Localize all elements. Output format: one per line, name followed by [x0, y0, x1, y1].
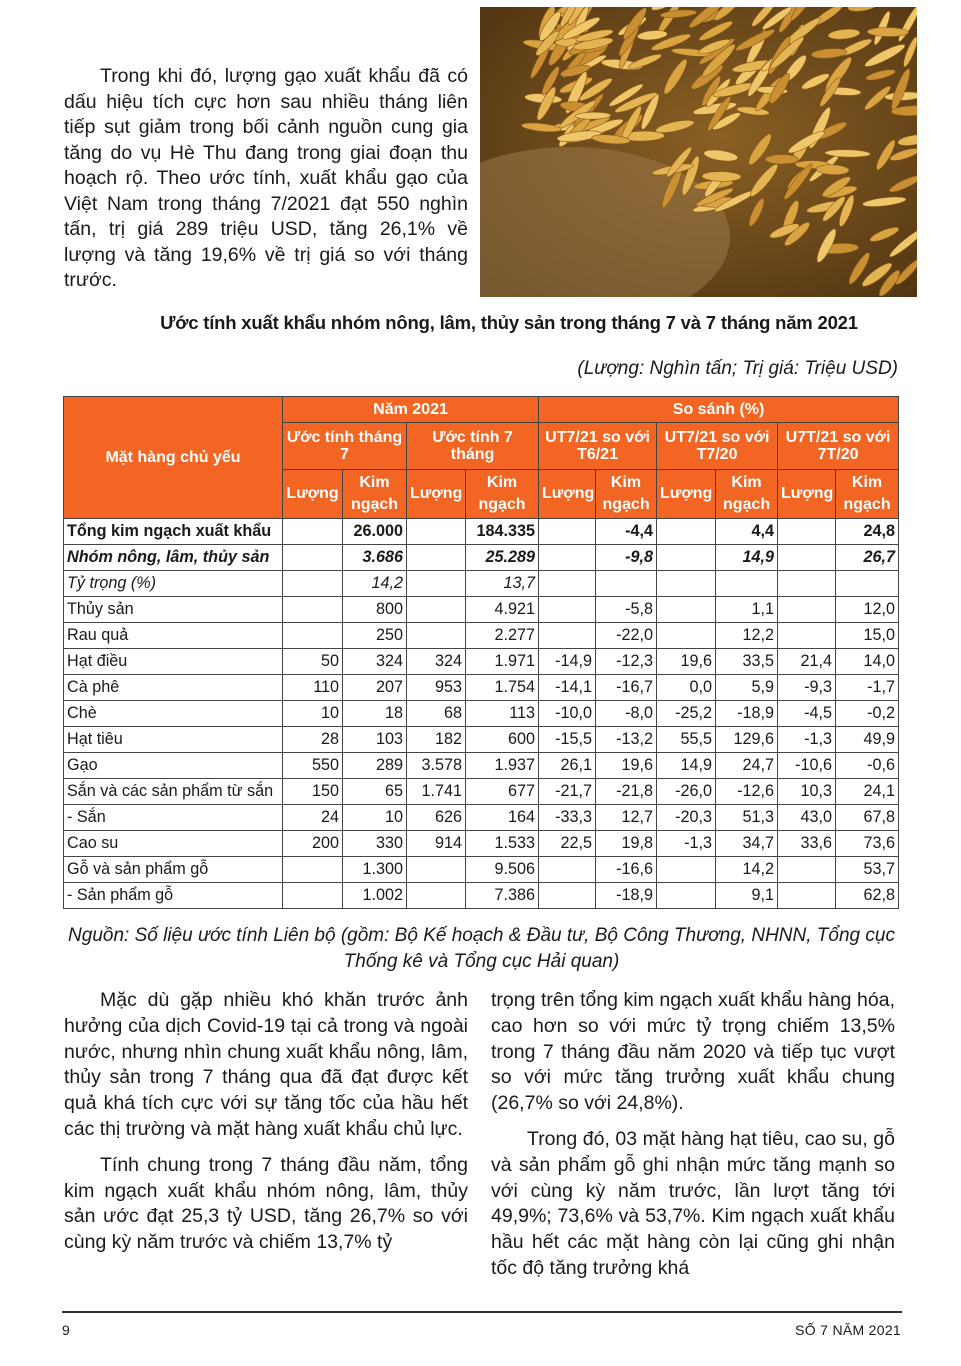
table-cell: -12,3	[596, 649, 657, 675]
table-cell: 49,9	[836, 727, 899, 753]
table-cell	[778, 597, 836, 623]
table-cell: 25.289	[466, 545, 539, 571]
table-cell: -4,4	[596, 519, 657, 545]
table-cell: 21,4	[778, 649, 836, 675]
row-label: - Sắn	[64, 805, 283, 831]
table-cell: 7.386	[466, 883, 539, 909]
table-row	[64, 805, 899, 831]
table-row	[64, 883, 899, 909]
header-val: Kim ngạch	[716, 470, 778, 519]
header-qty: Lượng	[657, 470, 716, 519]
row-label: Sắn và các sản phẩm từ sắn	[64, 779, 283, 805]
table-cell: 324	[407, 649, 466, 675]
table-cell: 26.000	[343, 519, 407, 545]
table-cell: 73,6	[836, 831, 899, 857]
header-sub: U7T/21 so với 7T/20	[778, 423, 899, 470]
table-row	[64, 831, 899, 857]
table-cell: 800	[343, 597, 407, 623]
header-year-2021: Năm 2021	[283, 397, 539, 423]
page-number: 9	[62, 1322, 70, 1338]
table-row	[64, 623, 899, 649]
table-cell: 9,1	[716, 883, 778, 909]
table-body	[64, 519, 899, 909]
table-cell: -22,0	[596, 623, 657, 649]
table-cell: 207	[343, 675, 407, 701]
header-qty: Lượng	[283, 470, 343, 519]
table-cell: -8,0	[596, 701, 657, 727]
table-cell: 67,8	[836, 805, 899, 831]
table-cell: -20,3	[657, 805, 716, 831]
table-cell: 2.277	[466, 623, 539, 649]
table-cell	[778, 571, 836, 597]
table-cell	[539, 597, 596, 623]
table-cell: 600	[466, 727, 539, 753]
table-cell: -26,0	[657, 779, 716, 805]
table-cell: 330	[343, 831, 407, 857]
unit-note: (Lượng: Nghìn tấn; Trị giá: Triệu USD)	[577, 358, 898, 379]
table-cell	[539, 545, 596, 571]
body-column-right	[491, 988, 895, 1292]
table-cell: 14,9	[657, 753, 716, 779]
table-cell: 14,2	[343, 571, 407, 597]
header-val: Kim ngạch	[836, 470, 899, 519]
table-cell: 103	[343, 727, 407, 753]
table-cell: 324	[343, 649, 407, 675]
table-cell: 24,7	[716, 753, 778, 779]
table-cell: -21,8	[596, 779, 657, 805]
table-cell	[283, 597, 343, 623]
table-cell	[657, 623, 716, 649]
table-row	[64, 727, 899, 753]
table-cell: 1.741	[407, 779, 466, 805]
table-cell	[539, 623, 596, 649]
table-cell	[407, 597, 466, 623]
table-cell: -21,7	[539, 779, 596, 805]
table-cell: -9,3	[778, 675, 836, 701]
table-cell: 18	[343, 701, 407, 727]
table-cell: 62,8	[836, 883, 899, 909]
table-cell: 182	[407, 727, 466, 753]
table-cell: 65	[343, 779, 407, 805]
table-cell: 1.754	[466, 675, 539, 701]
table-cell: 51,3	[716, 805, 778, 831]
table-cell: 200	[283, 831, 343, 857]
table-cell	[539, 571, 596, 597]
table-cell: 10,3	[778, 779, 836, 805]
table-cell	[778, 623, 836, 649]
header-qty: Lượng	[539, 470, 596, 519]
table-cell: 33,6	[778, 831, 836, 857]
table-row	[64, 597, 899, 623]
table-cell	[407, 857, 466, 883]
table-cell: 28	[283, 727, 343, 753]
table-cell: -18,9	[716, 701, 778, 727]
body-paragraph: trọng trên tổng kim ngạch xuất khẩu hàng hóa, cao hơn so với mức tỷ trọng chiếm 13,5% trong 7 tháng đầu năm 2020 và tiếp tục vượt so với mức tăng trưởng xuất khẩu chung (26,7% so với 24,8%).	[491, 989, 895, 1115]
table-cell: 55,5	[657, 727, 716, 753]
table-cell: 53,7	[836, 857, 899, 883]
table-row	[64, 545, 899, 571]
table-cell: 0,0	[657, 675, 716, 701]
table-cell: 22,5	[539, 831, 596, 857]
table-cell: 1.300	[343, 857, 407, 883]
table-cell	[778, 545, 836, 571]
table-cell	[407, 883, 466, 909]
table-cell: 68	[407, 701, 466, 727]
header-sub: UT7/21 so với T6/21	[539, 423, 657, 470]
table-cell: 14,9	[716, 545, 778, 571]
table-cell	[283, 857, 343, 883]
rice-grains-image	[480, 7, 917, 297]
table-cell: -9,8	[596, 545, 657, 571]
footer-divider	[62, 1311, 902, 1313]
table-cell: 113	[466, 701, 539, 727]
table-title: Ước tính xuất khẩu nhóm nông, lâm, thủy sản trong tháng 7 và 7 tháng năm 2021	[160, 312, 858, 333]
table-cell	[283, 545, 343, 571]
table-cell: 4.921	[466, 597, 539, 623]
table-row	[64, 571, 899, 597]
row-label: Tổng kim ngạch xuất khẩu	[64, 519, 283, 545]
table-cell	[716, 571, 778, 597]
rice-grains-icon	[480, 7, 917, 297]
table-cell	[657, 883, 716, 909]
table-cell: 550	[283, 753, 343, 779]
row-label: - Sản phẩm gỗ	[64, 883, 283, 909]
table-cell	[283, 571, 343, 597]
table-cell	[657, 571, 716, 597]
table-cell: -1,3	[778, 727, 836, 753]
body-paragraph: Trong đó, 03 mặt hàng hạt tiêu, cao su, gỗ và sản phẩm gỗ ghi nhận mức tăng mạnh so với cùng kỳ năm trước, lần lượt tăng tới 49,9%; 73,6% và 53,7%. Kim ngạch xuất khẩu hầu hết các mặt hàng còn lại cũng ghi nhận tốc độ tăng trưởng khá	[491, 1127, 895, 1279]
table-cell	[657, 597, 716, 623]
table-cell	[657, 519, 716, 545]
header-compare: So sánh (%)	[539, 397, 899, 423]
body-paragraph: Mặc dù gặp nhiều khó khăn trước ảnh hưởng của dịch Covid-19 tại cả trong và ngoài nước, nhưng nhìn chung xuất khẩu nông, lâm, thủy sản trong 7 tháng qua đã đạt được kết quả khá tích cực với sự tăng tốc của hầu hết các thị trường và mặt hàng xuất khẩu chủ lực.	[64, 989, 468, 1140]
table-row	[64, 857, 899, 883]
table-cell: 4,4	[716, 519, 778, 545]
table-cell: 14,0	[836, 649, 899, 675]
source-note: Nguồn: Số liệu ước tính Liên bộ (gồm: Bộ Kế hoạch & Đầu tư, Bộ Công Thương, NHNN, Tổng cục Thống kê và Tổng cục Hải quan)	[68, 925, 895, 972]
table-cell	[407, 623, 466, 649]
header-val: Kim ngạch	[343, 470, 407, 519]
table-cell: 953	[407, 675, 466, 701]
intro-paragraph: Trong khi đó, lượng gạo xuất khẩu đã có dấu hiệu tích cực hơn sau nhiều tháng liên tiếp sụt giảm trong bối cảnh nguồn cung gia tăng do vụ Hè Thu đang trong giai đoạn thu hoạch rộ. Theo ước tính, xuất khẩu gạo của Việt Nam trong tháng 7/2021 đạt 550 nghìn tấn, trị giá 289 triệu USD, tăng 26,1% về lượng và tăng 19,6% về trị giá so với tháng trước.	[64, 65, 468, 291]
table-cell: -13,2	[596, 727, 657, 753]
table-cell: 150	[283, 779, 343, 805]
table-cell	[539, 857, 596, 883]
table-cell	[407, 545, 466, 571]
table-cell: 33,5	[716, 649, 778, 675]
table-cell: -12,6	[716, 779, 778, 805]
table-cell: 110	[283, 675, 343, 701]
row-label: Chè	[64, 701, 283, 727]
table-cell	[778, 519, 836, 545]
table-cell: 5,9	[716, 675, 778, 701]
header-sub: Ước tính tháng 7	[283, 423, 407, 470]
header-qty: Lượng	[778, 470, 836, 519]
table-cell: -1,7	[836, 675, 899, 701]
table-cell: 129,6	[716, 727, 778, 753]
table-cell: -15,5	[539, 727, 596, 753]
table-cell: 3.578	[407, 753, 466, 779]
table-row	[64, 779, 899, 805]
table-cell: 19,8	[596, 831, 657, 857]
export-table	[63, 396, 899, 909]
body-column-left	[64, 988, 468, 1266]
table-cell	[836, 571, 899, 597]
table-cell: -16,6	[596, 857, 657, 883]
table-cell: -16,7	[596, 675, 657, 701]
header-sub: Ước tính 7 tháng	[407, 423, 539, 470]
table-cell: 164	[466, 805, 539, 831]
table-cell: 3.686	[343, 545, 407, 571]
table-cell: 626	[407, 805, 466, 831]
row-label: Tỷ trọng (%)	[64, 571, 283, 597]
table-cell	[283, 623, 343, 649]
table-cell: -5,8	[596, 597, 657, 623]
table-cell: -14,1	[539, 675, 596, 701]
table-cell	[407, 519, 466, 545]
table-cell: -0,2	[836, 701, 899, 727]
table-row	[64, 649, 899, 675]
table-cell: 12,2	[716, 623, 778, 649]
table-cell: 1,1	[716, 597, 778, 623]
table-cell: 1.937	[466, 753, 539, 779]
row-label: Thủy sản	[64, 597, 283, 623]
table-cell: 19,6	[657, 649, 716, 675]
table-cell: -18,9	[596, 883, 657, 909]
header-qty: Lượng	[407, 470, 466, 519]
table-cell: 43,0	[778, 805, 836, 831]
body-paragraph: Tính chung trong 7 tháng đầu năm, tổng kim ngạch xuất khẩu nhóm nông, lâm, thủy sản ước đạt 25,3 tỷ USD, tăng 26,7% so với cùng kỳ năm trước và chiếm 13,7% tỷ	[64, 1153, 468, 1254]
row-label: Cao su	[64, 831, 283, 857]
table-cell: 184.335	[466, 519, 539, 545]
table-cell: 24,1	[836, 779, 899, 805]
header-val: Kim ngạch	[596, 470, 657, 519]
header-sub: UT7/21 so với T7/20	[657, 423, 778, 470]
table-row	[64, 701, 899, 727]
table-cell: 13,7	[466, 571, 539, 597]
table-cell: -14,9	[539, 649, 596, 675]
table-cell: -25,2	[657, 701, 716, 727]
table-cell	[778, 857, 836, 883]
table-cell: 26,7	[836, 545, 899, 571]
table-cell	[539, 519, 596, 545]
table-cell: 24	[283, 805, 343, 831]
table-cell: 24,8	[836, 519, 899, 545]
table-cell	[539, 883, 596, 909]
table-cell: -1,3	[657, 831, 716, 857]
row-label: Cà phê	[64, 675, 283, 701]
table-cell: -10,6	[778, 753, 836, 779]
table-cell: 1.971	[466, 649, 539, 675]
header-item: Mặt hàng chủ yếu	[64, 397, 283, 519]
table-cell: 10	[283, 701, 343, 727]
issue-label: SỐ 7 NĂM 2021	[795, 1322, 901, 1338]
table-cell: 250	[343, 623, 407, 649]
row-label: Gỗ và sản phẩm gỗ	[64, 857, 283, 883]
table-cell: 15,0	[836, 623, 899, 649]
table-cell: 12,0	[836, 597, 899, 623]
table-cell: 50	[283, 649, 343, 675]
table-cell	[407, 571, 466, 597]
table-cell: 914	[407, 831, 466, 857]
table-cell: 677	[466, 779, 539, 805]
row-label: Hạt điều	[64, 649, 283, 675]
table-cell: 9.506	[466, 857, 539, 883]
row-label: Gạo	[64, 753, 283, 779]
table-cell: 12,7	[596, 805, 657, 831]
header-val: Kim ngạch	[466, 470, 539, 519]
table-cell	[778, 883, 836, 909]
table-cell	[283, 883, 343, 909]
row-label: Nhóm nông, lâm, thủy sản	[64, 545, 283, 571]
table-cell: -10,0	[539, 701, 596, 727]
table-cell	[283, 519, 343, 545]
table-cell: 10	[343, 805, 407, 831]
table-cell	[596, 571, 657, 597]
table-row	[64, 519, 899, 545]
table-row	[64, 753, 899, 779]
table-cell: -4,5	[778, 701, 836, 727]
row-label: Rau quả	[64, 623, 283, 649]
table-cell: -33,3	[539, 805, 596, 831]
table-cell	[657, 857, 716, 883]
table-cell: -0,6	[836, 753, 899, 779]
row-label: Hạt tiêu	[64, 727, 283, 753]
table-cell: 1.533	[466, 831, 539, 857]
table-row	[64, 675, 899, 701]
table-cell: 26,1	[539, 753, 596, 779]
table-cell: 34,7	[716, 831, 778, 857]
table-cell: 19,6	[596, 753, 657, 779]
table-cell: 1.002	[343, 883, 407, 909]
table-cell: 14,2	[716, 857, 778, 883]
table-cell	[657, 545, 716, 571]
table-cell: 289	[343, 753, 407, 779]
